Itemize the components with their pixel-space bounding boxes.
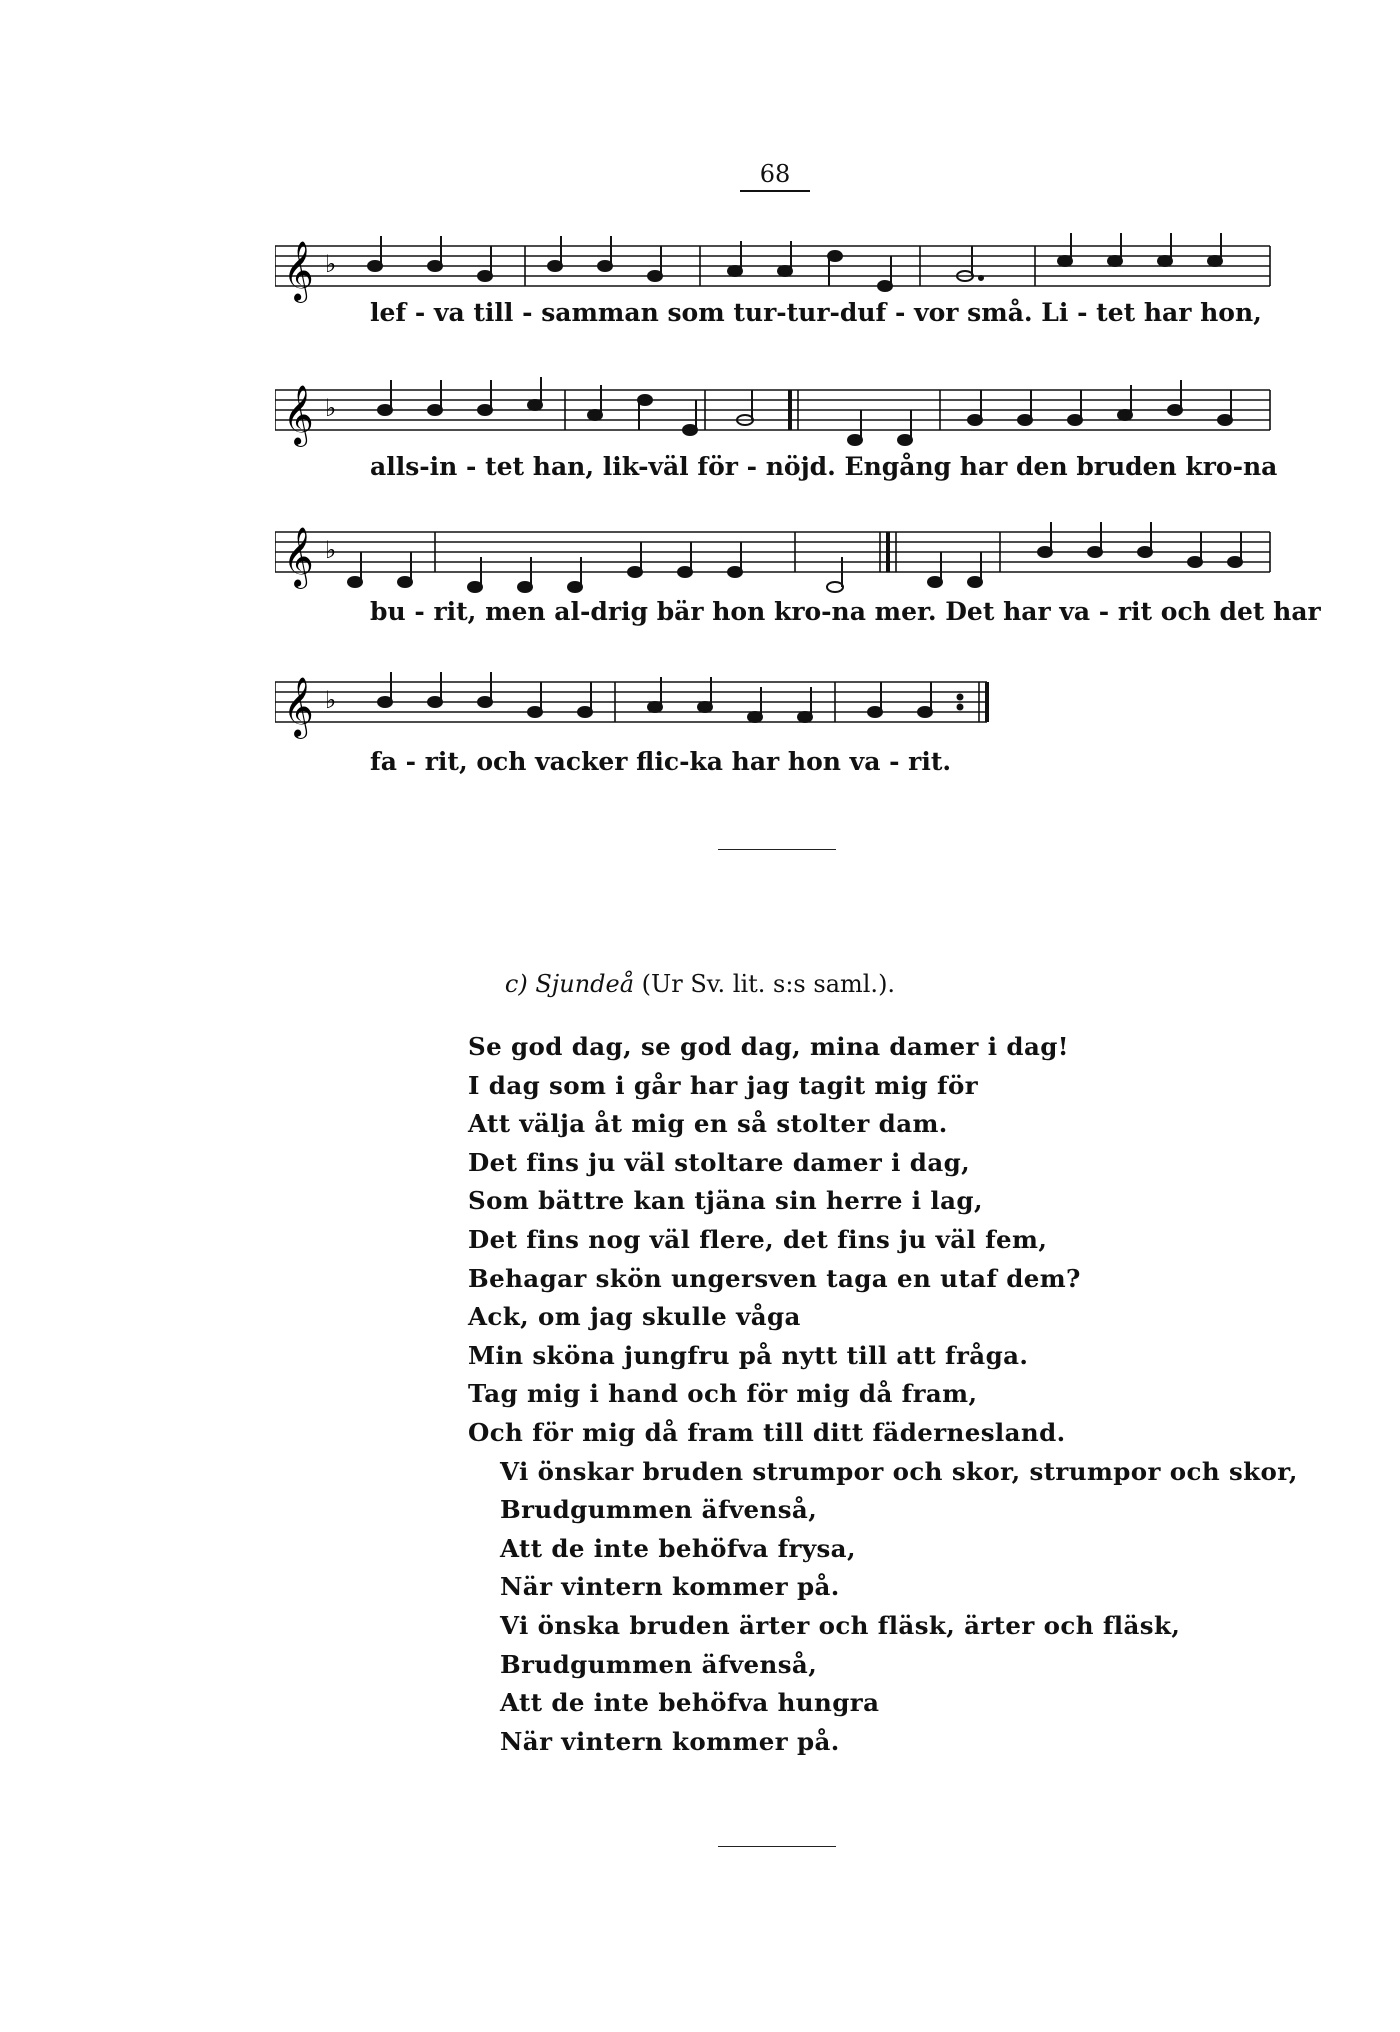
music-staff-1 [275,228,1275,308]
music-staff-4 [275,664,1275,744]
poem-line: Behagar skön ungersven taga en utaf dem? [468,1263,1081,1293]
svg-text:♭: ♭ [325,686,337,714]
svg-text:♭: ♭ [325,250,337,278]
staff-1-svg [275,228,1275,308]
poem-line: Se god dag, se god dag, mina damer i dag! [468,1032,1069,1061]
poem-line-indented: Vi önska bruden ärter och fläsk, ärter och fläsk, [500,1610,1181,1640]
end-divider [718,1846,836,1847]
poem-line: Tag mig i hand och för mig då fram, [468,1379,978,1409]
poem-line: Ack, om jag skulle våga [468,1302,801,1332]
lyrics-line-3: bu - rit, men al-drig bär hon kro-na mer. Det har va - rit och det har [370,597,1321,626]
staff-3-svg [275,514,1275,594]
poem-line: Det fins ju väl stoltare damer i dag, [468,1147,971,1177]
poem-line-indented: Att de inte behöfva hungra [500,1688,880,1718]
poem-line-indented: När vintern kommer på. [500,1726,840,1756]
svg-text:𝄞: 𝄞 [283,385,314,445]
svg-text:𝄞: 𝄞 [283,527,314,587]
section-source: (Ur Sv. lit. s:s saml.). [641,970,896,998]
poem-line-indented: Vi önskar bruden strumpor och skor, strumpor och skor, [500,1456,1298,1486]
svg-text:♭: ♭ [325,536,337,564]
svg-text:𝄞: 𝄞 [283,677,314,737]
poem-line: I dag som i går har jag tagit mig för [468,1070,979,1100]
lyrics-line-2: alls-in - tet han, lik-väl för - nöjd. Engång har den bruden kro-na [370,452,1278,481]
section-label: c) Sjundeå [504,970,635,998]
music-staff-3 [275,514,1275,594]
svg-text:♭: ♭ [325,394,337,422]
section-heading [0,970,1400,998]
poem-line-indented: Brudgummen äfvenså, [500,1649,818,1679]
poem-line: Som bättre kan tjäna sin herre i lag, [468,1186,983,1216]
poem-line-indented: Brudgummen äfvenså, [500,1495,818,1525]
lyrics-line-1: lef - va till - samman som tur-tur-duf - vor små. Li - tet har hon, [370,298,1262,327]
staff-2-svg [275,372,1275,452]
poem [468,1028,1298,1761]
poem-line: Att välja åt mig en så stolter dam. [468,1109,948,1139]
page-number: 68 [740,160,810,192]
poem-line-indented: När vintern kommer på. [500,1572,840,1602]
section-divider [718,849,836,850]
poem-line: Min sköna jungfru på nytt till att fråga. [468,1340,1029,1370]
poem-line: Det fins nog väl flere, det fins ju väl fem, [468,1224,1048,1254]
lyrics-line-4: fa - rit, och vacker flic-ka har hon va - rit. [370,747,952,776]
poem-line: Och för mig då fram till ditt fädernesland. [468,1417,1066,1447]
poem-line-indented: Att de inte behöfva frysa, [500,1533,856,1563]
music-staff-2 [275,372,1275,452]
staff-4-svg [275,664,1275,744]
treble-clef-icon: 𝄞 [283,241,314,301]
